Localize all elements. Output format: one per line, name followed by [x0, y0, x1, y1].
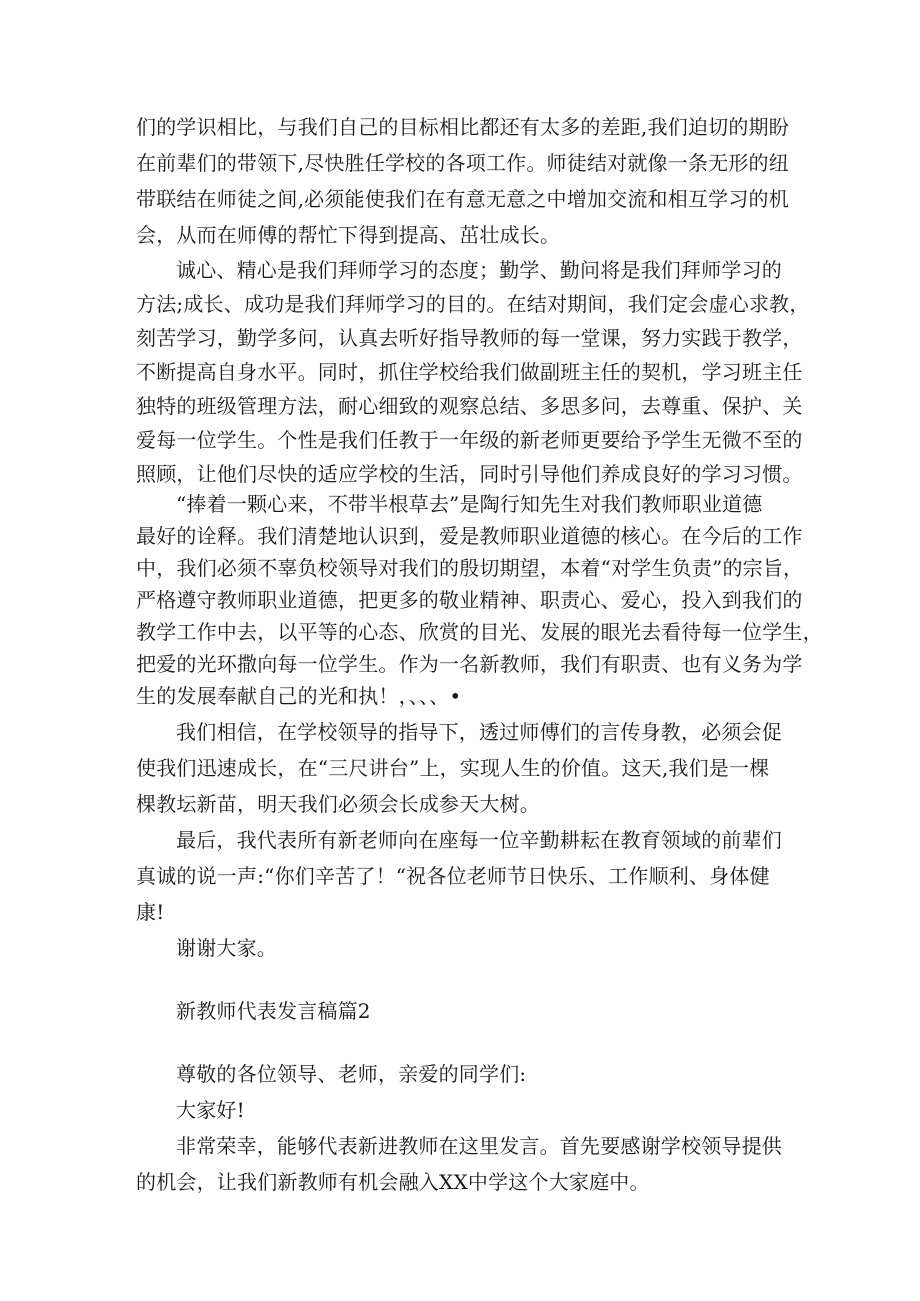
text-line: 严格遵守教师职业道德，把更多的敬业精神、职责心、爱心，投入到我们的	[136, 588, 803, 612]
salutation: 尊敬的各位领导、老师，亲爱的同学们:	[176, 1062, 527, 1086]
text-line: 生的发展奉献自己的光和执！，、、、•	[136, 684, 462, 708]
text-line: 真诚的说一声:“你们辛苦了！“祝各位老师节日快乐、工作顺利、身体健	[136, 864, 770, 888]
text-line: 诚心、精心是我们拜师学习的态度；勤学、勤问将是我们拜师学习的	[176, 258, 782, 282]
text-line: 康!	[136, 900, 165, 924]
text-line: 把爱的光环撒向每一位学生。作为一名新教师，我们有职责、也有义务为学	[136, 652, 803, 676]
greeting: 大家好!	[176, 1098, 245, 1122]
text-line: 使我们迅速成长，在“三尺讲台”上，实现人生的价值。这天,我们是一棵	[136, 756, 770, 780]
text-line: 最后，我代表所有新老师向在座每一位辛勤耕耘在教育领域的前辈们	[176, 828, 782, 852]
text-line: 非常荣幸，能够代表新进教师在这里发言。首先要感谢学校领导提供	[176, 1134, 782, 1158]
text-line: 独特的班级管理方法，耐心细致的观察总结、多思多问，去尊重、保护、关	[136, 394, 803, 418]
text-line: 会，从而在师傅的帮忙下得到提高、茁壮成长。	[136, 223, 561, 247]
text-line: 方法;成长、成功是我们拜师学习的目的。在结对期间，我们定会虚心求教，	[136, 292, 810, 316]
text-line: 在前辈们的带领下,尽快胜任学校的各项工作。师徒结对就像一条无形的纽	[136, 151, 789, 175]
text-line: 带联结在师徒之间,必须能使我们在有意无意之中增加交流和相互学习的机	[136, 187, 789, 211]
text-line: 教学工作中去，以平等的心态、欣赏的目光、发展的眼光去看待每一位学生，	[136, 620, 823, 644]
text-line: “捧着一颗心来，不带半根草去”是陶行知先生对我们教师职业道德	[176, 492, 763, 516]
text-line: 不断提高自身水平。同时，抓住学校给我们做副班主任的契机，学习班主任	[136, 360, 803, 384]
text-line: 的机会，让我们新教师有机会融入XX中学这个大家庭中。	[136, 1170, 650, 1194]
text-line: 中，我们必须不辜负校领导对我们的殷切期望，本着“对学生负责”的宗旨，	[136, 556, 804, 580]
section-heading: 新教师代表发言稿篇2	[176, 999, 371, 1023]
text-line: 最好的诠释。我们清楚地认识到，爱是教师职业道德的核心。在今后的工作	[136, 524, 803, 548]
text-line: 照顾，让他们尽快的适应学校的生活，同时引导他们养成良好的学习习惯。	[136, 462, 803, 486]
text-line: 刻苦学习，勤学多问，认真去听好指导教师的每一堂课，努力实践于教学，	[136, 326, 803, 350]
text-line: 们的学识相比，与我们自己的目标相比都还有太多的差距,我们迫切的期盼	[136, 115, 789, 139]
text-line: 我们相信，在学校领导的指导下，透过师傅们的言传身教，必须会促	[176, 720, 782, 744]
text-line: 棵教坛新苗，明天我们必须会长成参天大树。	[136, 792, 540, 816]
text-line: 爱每一位学生。个性是我们任教于一年级的新老师更要给予学生无微不至的	[136, 428, 803, 452]
text-line: 谢谢大家。	[176, 936, 277, 960]
